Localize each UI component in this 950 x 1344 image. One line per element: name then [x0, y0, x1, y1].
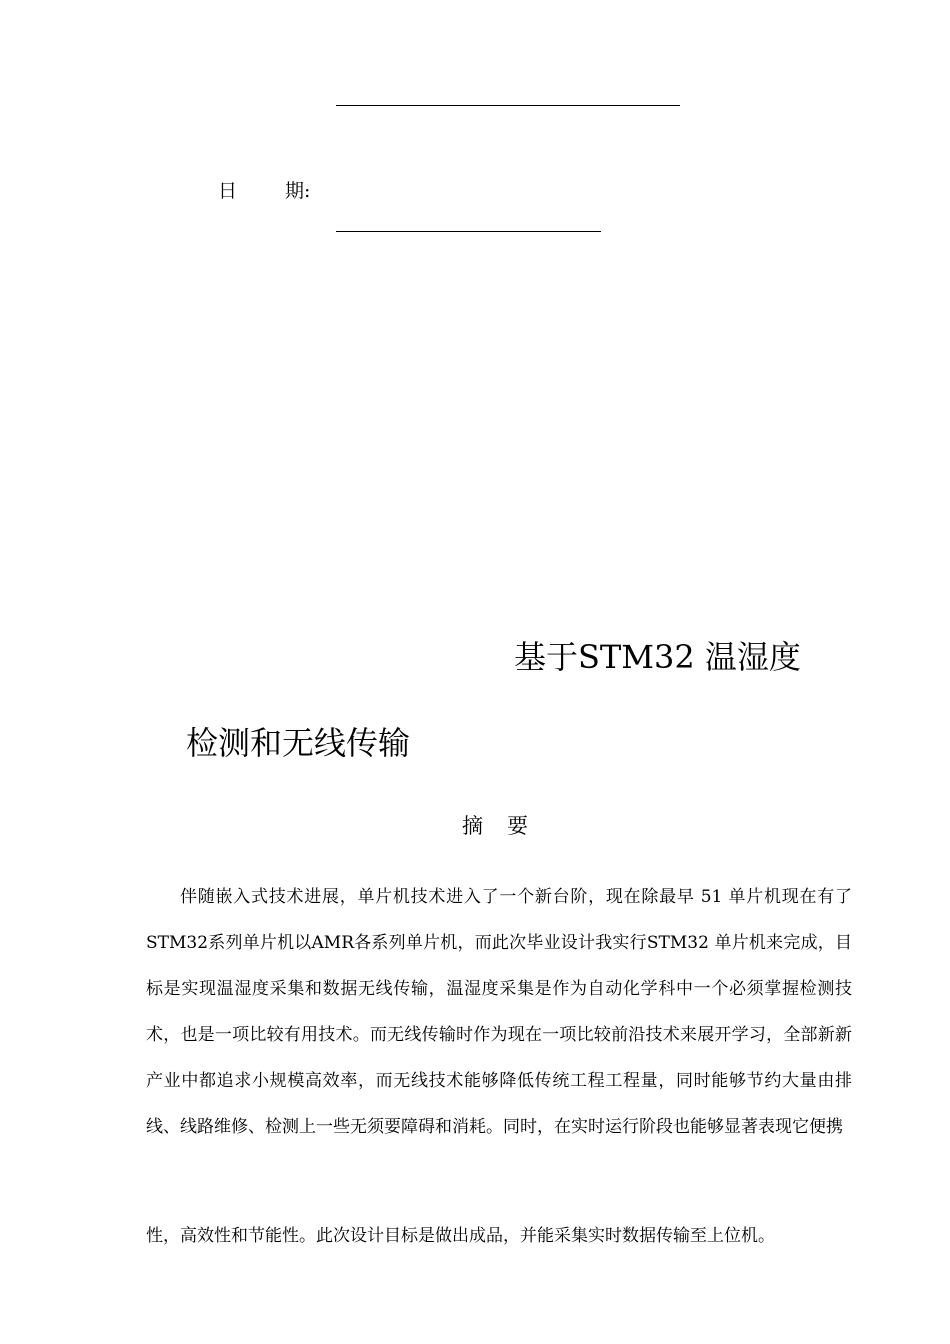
- abstract-heading-char-2: 要: [507, 814, 528, 838]
- abstract-paragraph-2: 性，高效性和节能性。此次设计目标是做出成品，并能采集实时数据传输至上位机。: [146, 1226, 775, 1246]
- date-label: [218, 176, 310, 203]
- signature-underline: [336, 105, 680, 106]
- date-label-char-2: 期:: [285, 180, 311, 202]
- abstract-paragraph-1: 伴随嵌入式技术进展，单片机技术进入了一个新台阶，现在除最早 51 单片机现在有了STM32系列单片机以AMR各系列单片机，而此次毕业设计我实行STM32 单片机来完成，目标是实现温湿度采集和数据无线传输，温湿度采集是作为自动化学科中一个必须掌握检测技术，也是一项比较有用技术。而无线传输时作为现在一项比较前沿技术来展开学习，全部新新产业中都追求小规模高效率，而无线技术能够降低传统工程工程量，同时能够节约大量由排线、线路维修、检测上一些无须要障碍和消耗。同时，在实时运行阶段也能够显著表现它便携: [146, 887, 852, 1137]
- date-underline: [336, 231, 601, 232]
- thesis-title-line-1: 基于STM32 温湿度: [514, 638, 801, 676]
- abstract-heading-char-1: 摘: [462, 814, 483, 838]
- date-label-char-1: 日: [218, 180, 238, 202]
- thesis-title-line-2: 检测和无线传输: [186, 724, 411, 762]
- abstract-heading: [462, 810, 528, 840]
